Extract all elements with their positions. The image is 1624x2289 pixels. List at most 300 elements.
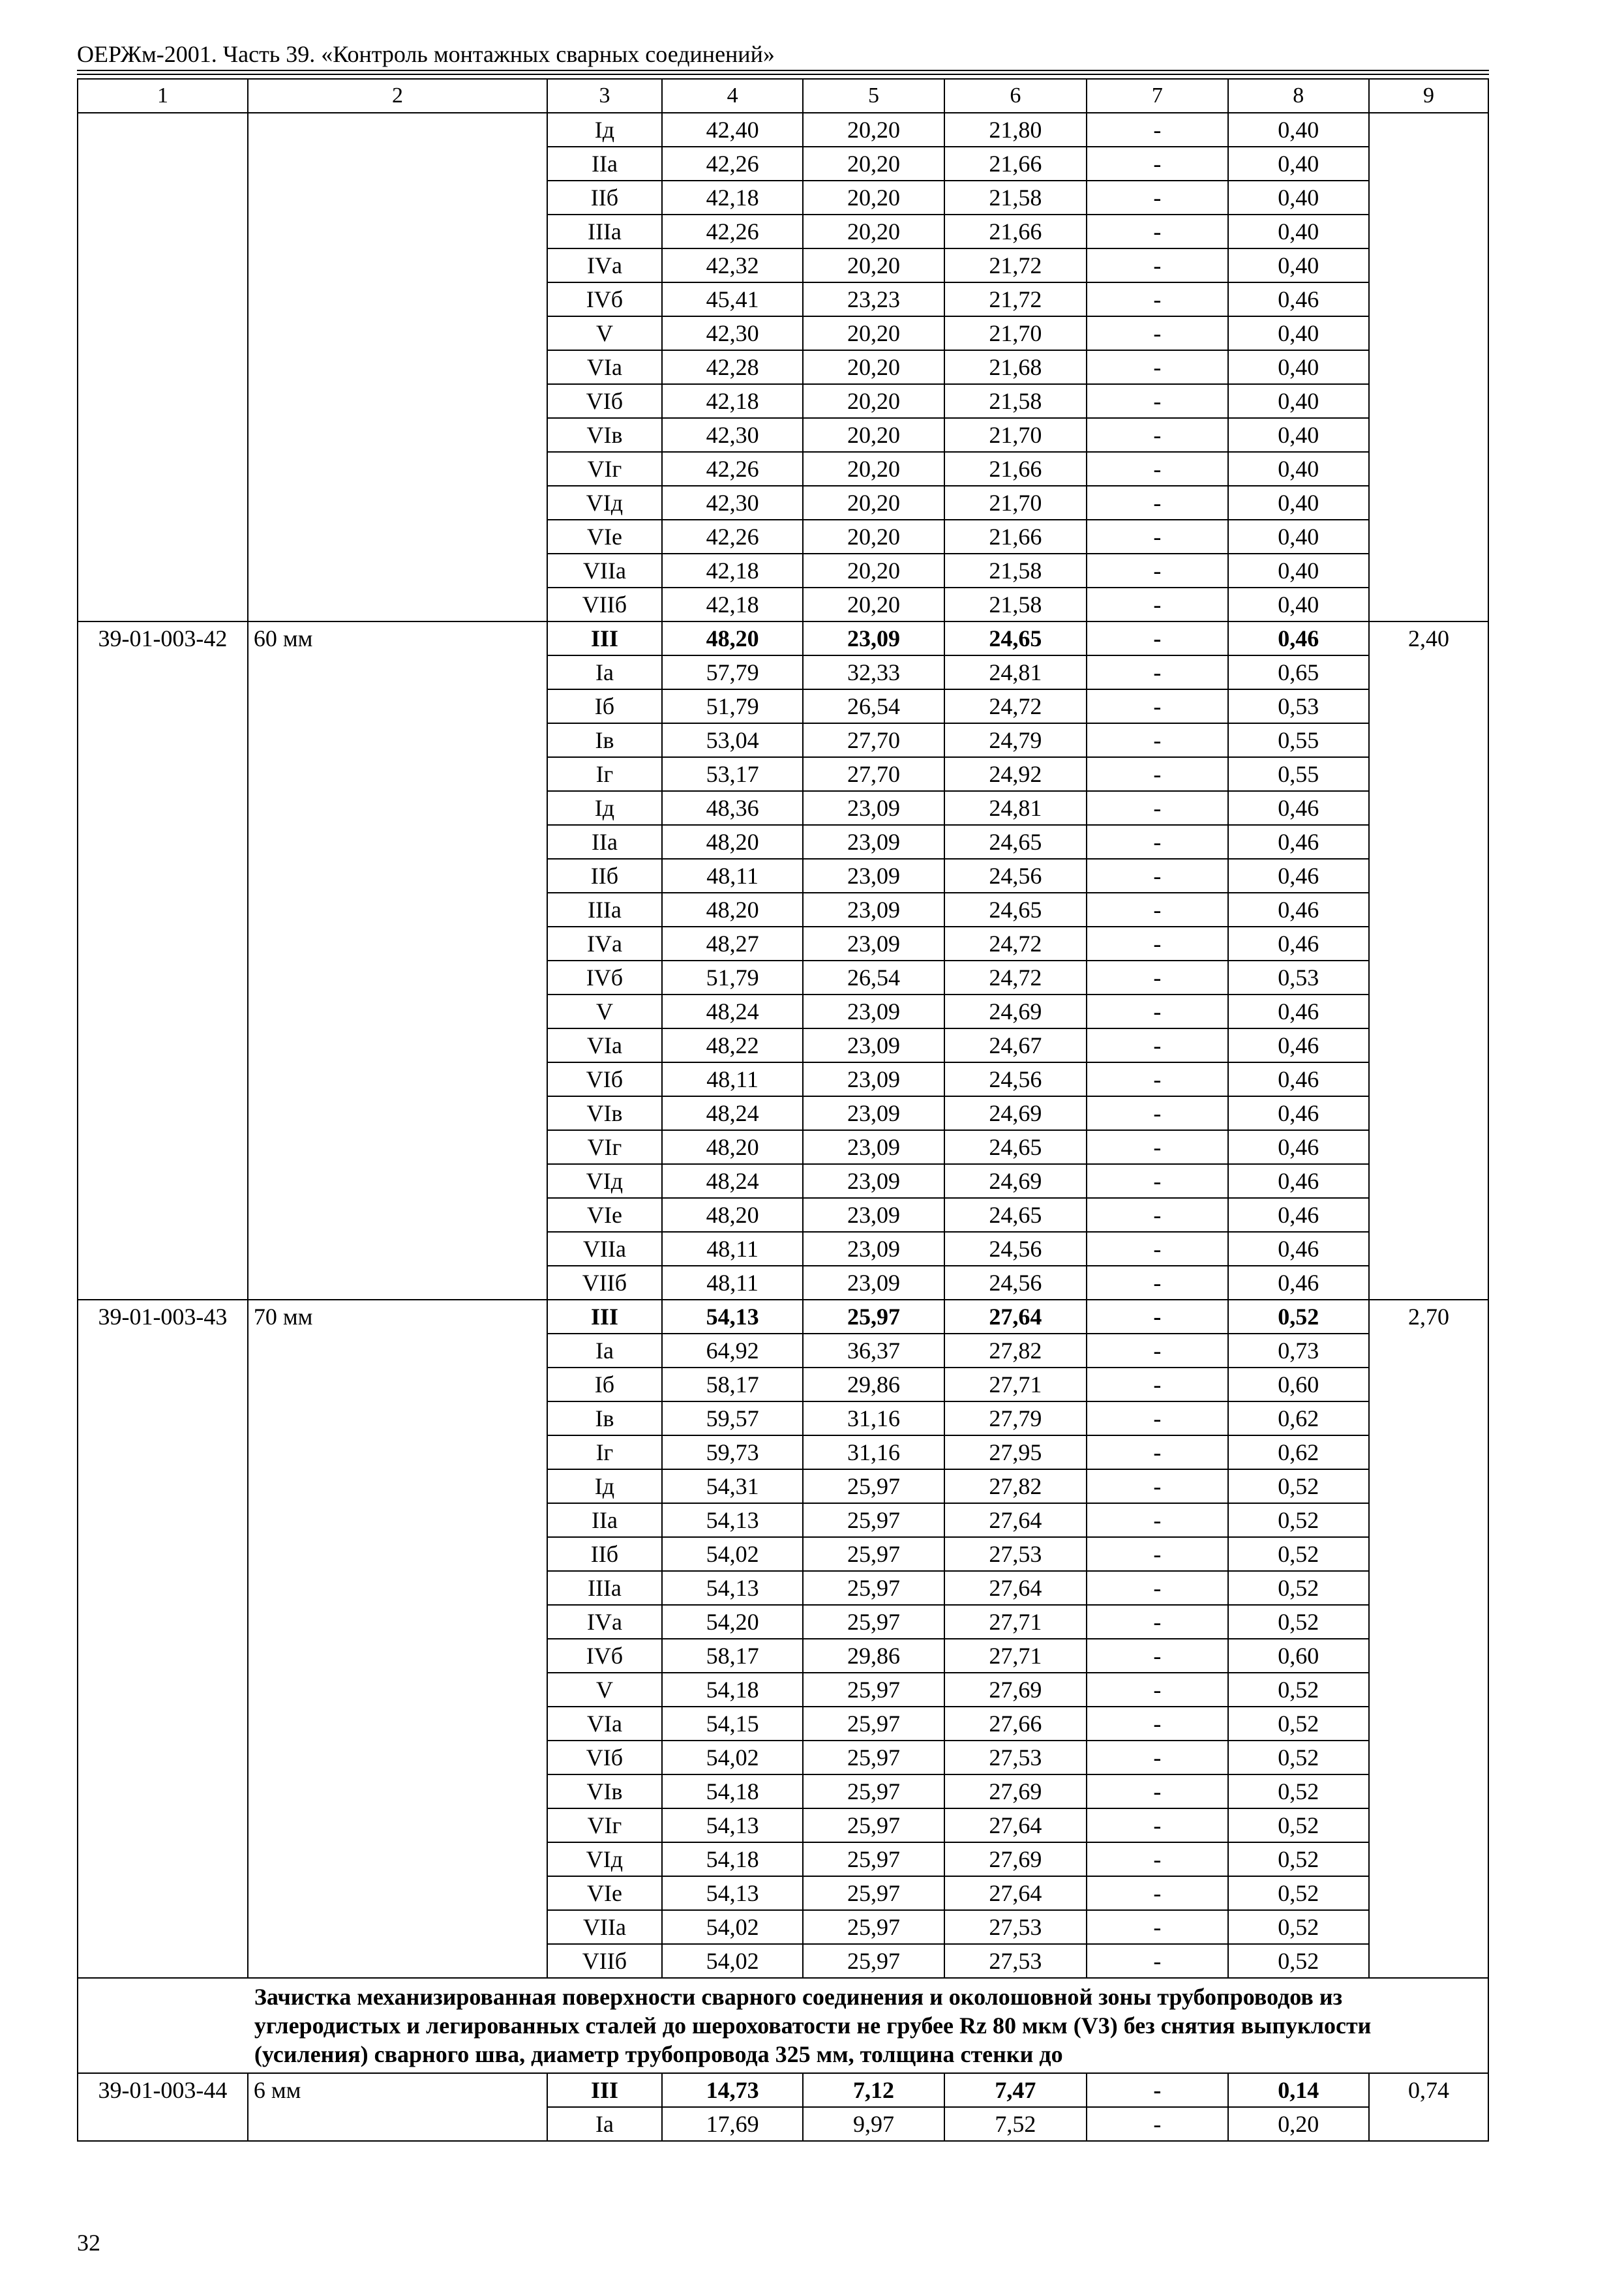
value-cell-c4: 48,20 xyxy=(662,1198,803,1232)
value-cell-c5: 23,09 xyxy=(803,1198,944,1232)
value-cell-c7: - xyxy=(1087,113,1227,147)
value-cell-c3: Iб xyxy=(547,689,662,723)
table-row xyxy=(78,113,1488,147)
value-cell-c5: 20,20 xyxy=(803,384,944,418)
value-cell-c8: 0,52 xyxy=(1228,1842,1369,1876)
value-cell-c4: 59,73 xyxy=(662,1435,803,1469)
value-cell-c4: 48,24 xyxy=(662,1164,803,1198)
value-cell-c3: Iг xyxy=(547,757,662,791)
value-cell-c7: - xyxy=(1087,282,1227,316)
value-cell-c3: VIб xyxy=(547,1741,662,1774)
value-cell-c3: IIа xyxy=(547,147,662,181)
value-cell-c5: 36,37 xyxy=(803,1334,944,1368)
value-cell-c7: - xyxy=(1087,1130,1227,1164)
value-cell-c6: 21,66 xyxy=(944,452,1087,486)
value-cell-c8: 0,40 xyxy=(1228,520,1369,554)
section-description: Зачистка механизированная поверхности сварного соединения и околошовной зоны трубопроводов из углеродистых и легированных сталей до шероховатости не грубее Rz 80 мкм (V3) без снятия выпуклости (усиления) сварного шва, диаметр трубопровода 325 мм, толщина стенки до xyxy=(248,1978,1488,2073)
value-cell-c8: 0,46 xyxy=(1228,927,1369,961)
value-cell-c3: VIа xyxy=(547,1028,662,1062)
value-cell-c5: 31,16 xyxy=(803,1401,944,1435)
value-cell-c7: - xyxy=(1087,689,1227,723)
value-cell-c5: 20,20 xyxy=(803,588,944,621)
value-cell-c3: Iа xyxy=(547,655,662,689)
value-cell-c3: Iд xyxy=(547,113,662,147)
value-cell-c4: 54,18 xyxy=(662,1842,803,1876)
value-cell-c7: - xyxy=(1087,1232,1227,1266)
value-cell-c4: 14,73 xyxy=(662,2073,803,2107)
value-cell-c8: 0,40 xyxy=(1228,316,1369,350)
value-cell-c7: - xyxy=(1087,1401,1227,1435)
value-cell-c5: 25,97 xyxy=(803,1876,944,1910)
value-cell-c7: - xyxy=(1087,621,1227,655)
value-cell-c4: 42,26 xyxy=(662,147,803,181)
value-cell-c4: 54,02 xyxy=(662,1741,803,1774)
value-cell-c4: 48,36 xyxy=(662,791,803,825)
value-cell-c3: Iб xyxy=(547,1368,662,1401)
value-cell-c7: - xyxy=(1087,859,1227,893)
value-cell-c6: 7,47 xyxy=(944,2073,1087,2107)
value-cell-c3: III xyxy=(547,2073,662,2107)
value-cell-c7: - xyxy=(1087,1673,1227,1707)
value-cell-c8: 0,40 xyxy=(1228,113,1369,147)
value-cell-c6: 24,65 xyxy=(944,1198,1087,1232)
value-cell-c4: 48,20 xyxy=(662,621,803,655)
value-cell-c5: 23,09 xyxy=(803,1028,944,1062)
page-header: ОЕРЖм-2001. Часть 39. «Контроль монтажных сварных соединений» xyxy=(77,41,775,67)
value-cell-c8: 0,46 xyxy=(1228,282,1369,316)
value-cell-c8: 0,52 xyxy=(1228,1571,1369,1605)
value-cell-c6: 27,64 xyxy=(944,1876,1087,1910)
value-cell-c3: Iд xyxy=(547,1469,662,1503)
column-number-row xyxy=(78,79,1488,113)
value-cell-c3: IIIа xyxy=(547,215,662,248)
value-cell-c8: 0,40 xyxy=(1228,384,1369,418)
value-cell-c4: 48,20 xyxy=(662,1130,803,1164)
value-cell-c3: VIе xyxy=(547,1198,662,1232)
value-cell-c5: 20,20 xyxy=(803,418,944,452)
value-cell-c5: 20,20 xyxy=(803,215,944,248)
value-cell-c5: 23,23 xyxy=(803,282,944,316)
value-cell-c5: 25,97 xyxy=(803,1944,944,1978)
value-cell-c4: 42,26 xyxy=(662,215,803,248)
column-number: 1 xyxy=(78,79,248,113)
value-cell-c4: 54,13 xyxy=(662,1876,803,1910)
value-cell-c4: 54,20 xyxy=(662,1605,803,1639)
value-cell-c3: VIд xyxy=(547,1164,662,1198)
value-cell-c8: 0,46 xyxy=(1228,825,1369,859)
value-cell-c4: 58,17 xyxy=(662,1639,803,1673)
column-number: 5 xyxy=(803,79,944,113)
value-cell-c4: 48,20 xyxy=(662,825,803,859)
value-cell-c8: 0,46 xyxy=(1228,621,1369,655)
value-cell-c4: 48,11 xyxy=(662,1266,803,1300)
value-cell-c4: 42,28 xyxy=(662,350,803,384)
value-cell-c4: 48,11 xyxy=(662,1232,803,1266)
value-cell-c4: 48,27 xyxy=(662,927,803,961)
value-cell-c7: - xyxy=(1087,181,1227,215)
value-cell-c8: 0,73 xyxy=(1228,1334,1369,1368)
value-cell-c8: 0,40 xyxy=(1228,452,1369,486)
value-cell-c4: 48,22 xyxy=(662,1028,803,1062)
value-cell-c6: 24,65 xyxy=(944,621,1087,655)
value-cell-c3: V xyxy=(547,1673,662,1707)
value-cell-c6: 27,69 xyxy=(944,1673,1087,1707)
value-cell-c5: 25,97 xyxy=(803,1808,944,1842)
value-cell-c7: - xyxy=(1087,1537,1227,1571)
value-cell-c6: 21,58 xyxy=(944,554,1087,588)
value-cell-c6: 24,69 xyxy=(944,995,1087,1028)
value-cell-c5: 23,09 xyxy=(803,1130,944,1164)
value-cell-c3: IIа xyxy=(547,1503,662,1537)
table-body xyxy=(78,79,1488,2141)
value-cell-c4: 64,92 xyxy=(662,1334,803,1368)
value-cell-c3: VIа xyxy=(547,350,662,384)
rate-code-cell xyxy=(78,113,248,621)
value-cell-c3: VIе xyxy=(547,520,662,554)
value-cell-c3: VIг xyxy=(547,452,662,486)
value-cell-c7: - xyxy=(1087,316,1227,350)
value-cell-c4: 48,24 xyxy=(662,995,803,1028)
value-cell-c4: 45,41 xyxy=(662,282,803,316)
value-cell-c6: 24,72 xyxy=(944,961,1087,995)
value-cell-c5: 7,12 xyxy=(803,2073,944,2107)
value-cell-c4: 48,11 xyxy=(662,1062,803,1096)
value-cell-c5: 25,97 xyxy=(803,1469,944,1503)
value-cell-c8: 0,46 xyxy=(1228,1130,1369,1164)
value-cell-c7: - xyxy=(1087,1571,1227,1605)
value-cell-c4: 54,13 xyxy=(662,1808,803,1842)
value-cell-c7: - xyxy=(1087,147,1227,181)
value-cell-c5: 25,97 xyxy=(803,1571,944,1605)
value-cell-c8: 0,20 xyxy=(1228,2107,1369,2141)
value-cell-c8: 0,52 xyxy=(1228,1503,1369,1537)
value-cell-c7: - xyxy=(1087,1334,1227,1368)
section-blank-cell xyxy=(78,1978,248,2073)
value-cell-c7: - xyxy=(1087,384,1227,418)
value-cell-c5: 20,20 xyxy=(803,147,944,181)
value-cell-c4: 51,79 xyxy=(662,961,803,995)
value-cell-c3: VIIб xyxy=(547,1944,662,1978)
value-cell-c7: - xyxy=(1087,215,1227,248)
value-cell-c5: 29,86 xyxy=(803,1368,944,1401)
value-cell-c6: 21,80 xyxy=(944,113,1087,147)
value-cell-c6: 24,81 xyxy=(944,791,1087,825)
table-row xyxy=(78,1300,1488,1334)
value-cell-c3: VIIа xyxy=(547,1232,662,1266)
header-rule-double xyxy=(77,74,1489,75)
value-cell-c8: 0,46 xyxy=(1228,1198,1369,1232)
value-cell-c6: 27,53 xyxy=(944,1910,1087,1944)
value-cell-c7: - xyxy=(1087,893,1227,927)
value-cell-c7: - xyxy=(1087,1605,1227,1639)
value-cell-c6: 21,66 xyxy=(944,147,1087,181)
value-cell-c8: 0,40 xyxy=(1228,215,1369,248)
value-cell-c8: 0,52 xyxy=(1228,1707,1369,1741)
column-number: 3 xyxy=(547,79,662,113)
value-cell-c7: - xyxy=(1087,1842,1227,1876)
value-cell-c6: 27,82 xyxy=(944,1334,1087,1368)
value-cell-c8: 0,53 xyxy=(1228,689,1369,723)
value-cell-c4: 17,69 xyxy=(662,2107,803,2141)
value-cell-c4: 57,79 xyxy=(662,655,803,689)
value-cell-c6: 27,53 xyxy=(944,1537,1087,1571)
value-cell-c5: 23,09 xyxy=(803,859,944,893)
value-cell-c3: IVа xyxy=(547,248,662,282)
value-cell-c8: 0,46 xyxy=(1228,859,1369,893)
value-cell-c3: VIIа xyxy=(547,1910,662,1944)
value-cell-c5: 25,97 xyxy=(803,1910,944,1944)
value-cell-c7: - xyxy=(1087,825,1227,859)
value-cell-c4: 53,17 xyxy=(662,757,803,791)
value-cell-c8: 0,40 xyxy=(1228,147,1369,181)
value-cell-c4: 42,30 xyxy=(662,316,803,350)
value-cell-c3: VIб xyxy=(547,1062,662,1096)
value-cell-c6: 27,69 xyxy=(944,1774,1087,1808)
value-cell-c5: 25,97 xyxy=(803,1741,944,1774)
value-cell-c5: 20,20 xyxy=(803,520,944,554)
rate-name-cell: 60 мм xyxy=(248,621,547,1300)
value-cell-c5: 25,97 xyxy=(803,1673,944,1707)
value-cell-c8: 0,62 xyxy=(1228,1401,1369,1435)
value-cell-c5: 23,09 xyxy=(803,1164,944,1198)
value-cell-c6: 24,56 xyxy=(944,1062,1087,1096)
value-cell-c6: 21,70 xyxy=(944,418,1087,452)
value-cell-c4: 53,04 xyxy=(662,723,803,757)
value-cell-c6: 24,92 xyxy=(944,757,1087,791)
col9-cell xyxy=(1369,113,1488,621)
value-cell-c4: 54,18 xyxy=(662,1673,803,1707)
table-row xyxy=(78,621,1488,655)
value-cell-c6: 27,71 xyxy=(944,1605,1087,1639)
value-cell-c6: 27,64 xyxy=(944,1571,1087,1605)
value-cell-c7: - xyxy=(1087,791,1227,825)
value-cell-c6: 24,79 xyxy=(944,723,1087,757)
value-cell-c4: 54,13 xyxy=(662,1300,803,1334)
value-cell-c7: - xyxy=(1087,350,1227,384)
value-cell-c4: 48,24 xyxy=(662,1096,803,1130)
value-cell-c8: 0,40 xyxy=(1228,486,1369,520)
value-cell-c8: 0,52 xyxy=(1228,1876,1369,1910)
rate-code-cell: 39-01-003-42 xyxy=(78,621,248,1300)
value-cell-c7: - xyxy=(1087,2107,1227,2141)
rate-name-cell: 70 мм xyxy=(248,1300,547,1978)
column-number: 7 xyxy=(1087,79,1227,113)
rate-name-cell: 6 мм xyxy=(248,2073,547,2141)
value-cell-c6: 24,56 xyxy=(944,1266,1087,1300)
value-cell-c8: 0,40 xyxy=(1228,248,1369,282)
value-cell-c8: 0,65 xyxy=(1228,655,1369,689)
value-cell-c3: Iг xyxy=(547,1435,662,1469)
value-cell-c8: 0,60 xyxy=(1228,1639,1369,1673)
value-cell-c6: 24,56 xyxy=(944,1232,1087,1266)
value-cell-c4: 42,30 xyxy=(662,418,803,452)
value-cell-c7: - xyxy=(1087,1028,1227,1062)
value-cell-c3: IIIа xyxy=(547,1571,662,1605)
value-cell-c6: 27,66 xyxy=(944,1707,1087,1741)
value-cell-c7: - xyxy=(1087,1096,1227,1130)
value-cell-c5: 9,97 xyxy=(803,2107,944,2141)
value-cell-c7: - xyxy=(1087,757,1227,791)
value-cell-c6: 21,58 xyxy=(944,588,1087,621)
value-cell-c6: 24,69 xyxy=(944,1096,1087,1130)
col9-cell: 0,74 xyxy=(1369,2073,1488,2141)
value-cell-c5: 20,20 xyxy=(803,316,944,350)
value-cell-c3: IIа xyxy=(547,825,662,859)
value-cell-c3: VIв xyxy=(547,1774,662,1808)
value-cell-c4: 54,02 xyxy=(662,1537,803,1571)
value-cell-c7: - xyxy=(1087,961,1227,995)
value-cell-c8: 0,52 xyxy=(1228,1673,1369,1707)
value-cell-c3: IVа xyxy=(547,1605,662,1639)
value-cell-c6: 27,64 xyxy=(944,1808,1087,1842)
value-cell-c6: 24,72 xyxy=(944,927,1087,961)
value-cell-c6: 27,53 xyxy=(944,1944,1087,1978)
value-cell-c3: Iд xyxy=(547,791,662,825)
value-cell-c3: VIв xyxy=(547,418,662,452)
value-cell-c5: 25,97 xyxy=(803,1842,944,1876)
value-cell-c3: Iа xyxy=(547,1334,662,1368)
value-cell-c7: - xyxy=(1087,1469,1227,1503)
value-cell-c3: VIIб xyxy=(547,588,662,621)
value-cell-c8: 0,52 xyxy=(1228,1808,1369,1842)
value-cell-c5: 20,20 xyxy=(803,554,944,588)
value-cell-c8: 0,53 xyxy=(1228,961,1369,995)
value-cell-c7: - xyxy=(1087,520,1227,554)
value-cell-c8: 0,46 xyxy=(1228,1062,1369,1096)
value-cell-c5: 27,70 xyxy=(803,757,944,791)
value-cell-c8: 0,55 xyxy=(1228,757,1369,791)
col9-cell: 2,70 xyxy=(1369,1300,1488,1978)
value-cell-c8: 0,60 xyxy=(1228,1368,1369,1401)
value-cell-c3: IIб xyxy=(547,859,662,893)
column-number: 8 xyxy=(1228,79,1369,113)
value-cell-c7: - xyxy=(1087,1435,1227,1469)
value-cell-c8: 0,46 xyxy=(1228,1266,1369,1300)
value-cell-c6: 24,65 xyxy=(944,825,1087,859)
value-cell-c5: 31,16 xyxy=(803,1435,944,1469)
rate-name-cell xyxy=(248,113,547,621)
value-cell-c8: 0,46 xyxy=(1228,1028,1369,1062)
value-cell-c3: IIб xyxy=(547,181,662,215)
value-cell-c5: 23,09 xyxy=(803,1232,944,1266)
value-cell-c5: 23,09 xyxy=(803,893,944,927)
value-cell-c7: - xyxy=(1087,452,1227,486)
value-cell-c3: III xyxy=(547,621,662,655)
value-cell-c8: 0,52 xyxy=(1228,1300,1369,1334)
value-cell-c7: - xyxy=(1087,1876,1227,1910)
value-cell-c3: IVб xyxy=(547,961,662,995)
value-cell-c3: IVб xyxy=(547,282,662,316)
column-number: 6 xyxy=(944,79,1087,113)
value-cell-c8: 0,52 xyxy=(1228,1910,1369,1944)
value-cell-c5: 25,97 xyxy=(803,1707,944,1741)
value-cell-c5: 23,09 xyxy=(803,1266,944,1300)
rate-code-cell: 39-01-003-44 xyxy=(78,2073,248,2141)
value-cell-c3: VIа xyxy=(547,1707,662,1741)
value-cell-c3: VIIа xyxy=(547,554,662,588)
value-cell-c6: 21,68 xyxy=(944,350,1087,384)
value-cell-c4: 58,17 xyxy=(662,1368,803,1401)
value-cell-c5: 23,09 xyxy=(803,621,944,655)
value-cell-c4: 42,26 xyxy=(662,520,803,554)
value-cell-c6: 24,65 xyxy=(944,893,1087,927)
value-cell-c6: 27,69 xyxy=(944,1842,1087,1876)
value-cell-c3: IVа xyxy=(547,927,662,961)
col9-cell: 2,40 xyxy=(1369,621,1488,1300)
value-cell-c7: - xyxy=(1087,2073,1227,2107)
value-cell-c5: 23,09 xyxy=(803,791,944,825)
value-cell-c7: - xyxy=(1087,927,1227,961)
value-cell-c8: 0,52 xyxy=(1228,1605,1369,1639)
value-cell-c7: - xyxy=(1087,248,1227,282)
value-cell-c4: 42,18 xyxy=(662,554,803,588)
value-cell-c4: 42,18 xyxy=(662,588,803,621)
value-cell-c7: - xyxy=(1087,1774,1227,1808)
value-cell-c5: 23,09 xyxy=(803,1062,944,1096)
value-cell-c3: VIг xyxy=(547,1808,662,1842)
value-cell-c7: - xyxy=(1087,1707,1227,1741)
value-cell-c6: 27,64 xyxy=(944,1503,1087,1537)
column-number: 2 xyxy=(248,79,547,113)
value-cell-c7: - xyxy=(1087,1910,1227,1944)
value-cell-c3: VIв xyxy=(547,1096,662,1130)
value-cell-c6: 21,72 xyxy=(944,248,1087,282)
value-cell-c7: - xyxy=(1087,418,1227,452)
value-cell-c7: - xyxy=(1087,486,1227,520)
value-cell-c3: Iа xyxy=(547,2107,662,2141)
value-cell-c5: 20,20 xyxy=(803,113,944,147)
table-row xyxy=(78,2073,1488,2107)
value-cell-c4: 42,18 xyxy=(662,384,803,418)
value-cell-c3: IIб xyxy=(547,1537,662,1571)
page-number: 32 xyxy=(77,2230,100,2256)
value-cell-c3: IIIа xyxy=(547,893,662,927)
value-cell-c7: - xyxy=(1087,554,1227,588)
value-cell-c6: 21,66 xyxy=(944,215,1087,248)
value-cell-c8: 0,46 xyxy=(1228,1164,1369,1198)
value-cell-c6: 7,52 xyxy=(944,2107,1087,2141)
value-cell-c3: IVб xyxy=(547,1639,662,1673)
value-cell-c4: 42,32 xyxy=(662,248,803,282)
value-cell-c8: 0,46 xyxy=(1228,791,1369,825)
value-cell-c5: 26,54 xyxy=(803,961,944,995)
value-cell-c8: 0,52 xyxy=(1228,1774,1369,1808)
column-number: 9 xyxy=(1369,79,1488,113)
value-cell-c8: 0,40 xyxy=(1228,554,1369,588)
value-cell-c6: 24,69 xyxy=(944,1164,1087,1198)
value-cell-c7: - xyxy=(1087,1944,1227,1978)
value-cell-c4: 51,79 xyxy=(662,689,803,723)
value-cell-c5: 25,97 xyxy=(803,1537,944,1571)
value-cell-c4: 42,30 xyxy=(662,486,803,520)
value-cell-c4: 54,13 xyxy=(662,1503,803,1537)
header-rule xyxy=(77,70,1489,71)
value-cell-c8: 0,55 xyxy=(1228,723,1369,757)
value-cell-c3: Iв xyxy=(547,1401,662,1435)
value-cell-c4: 54,02 xyxy=(662,1910,803,1944)
value-cell-c7: - xyxy=(1087,1741,1227,1774)
value-cell-c8: 0,40 xyxy=(1228,418,1369,452)
value-cell-c6: 21,70 xyxy=(944,486,1087,520)
value-cell-c8: 0,46 xyxy=(1228,893,1369,927)
value-cell-c5: 20,20 xyxy=(803,486,944,520)
value-cell-c6: 27,82 xyxy=(944,1469,1087,1503)
value-cell-c5: 26,54 xyxy=(803,689,944,723)
value-cell-c5: 29,86 xyxy=(803,1639,944,1673)
value-cell-c6: 21,58 xyxy=(944,181,1087,215)
value-cell-c8: 0,62 xyxy=(1228,1435,1369,1469)
value-cell-c8: 0,52 xyxy=(1228,1741,1369,1774)
